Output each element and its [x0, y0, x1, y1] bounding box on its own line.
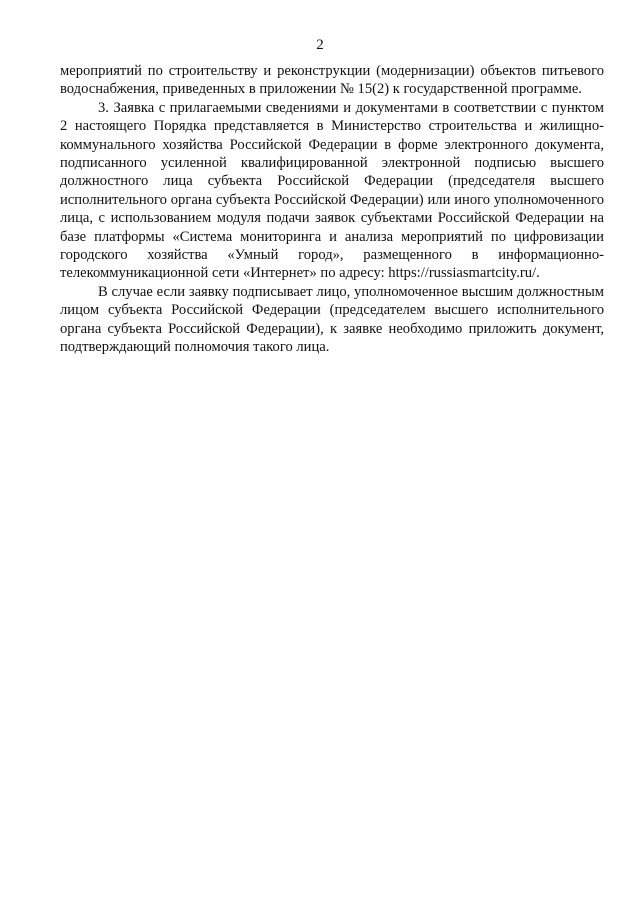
- paragraph-1-continuation: мероприятий по строительству и реконструкции (модернизации) объектов питьевого водоснабжения, приведенных в приложении № 15(2) к государственной программе.: [60, 63, 604, 98]
- page-number: 2: [316, 37, 324, 53]
- paragraph-2-application-submission: 3. Заявка с прилагаемыми сведениями и документами в соответствии с пунктом 2 настоящего Порядка представляется в Министерство строительства и жилищно-коммунального хозяйства Российской Федерации в форме электронного документа, подписанного усиленной квалифицированной электронной подписью высшего должностного лица субъекта Российской Федерации (председателя высшего исполнительного органа субъекта Российской Федерации) или иного уполномоченного лица, с использованием модуля подачи заявок субъектами Российской Федерации на базе платформы «Система мониторинга и анализа мероприятий по цифровизации городского хозяйства «Умный город», размещенного в информационно-телекоммуникационной сети «Интернет» по адресу: https://russiasmartcity.ru/.: [60, 99, 604, 282]
- paragraph-3-authorized-person: В случае если заявку подписывает лицо, уполномоченное высшим должностным лицом субъекта Российской Федерации (председателем высшего исполнительного органа субъекта Российской Федерации), к заявке необходимо приложить документ, подтверждающий полномочия такого лица.: [60, 283, 604, 356]
- document-body: [60, 62, 604, 357]
